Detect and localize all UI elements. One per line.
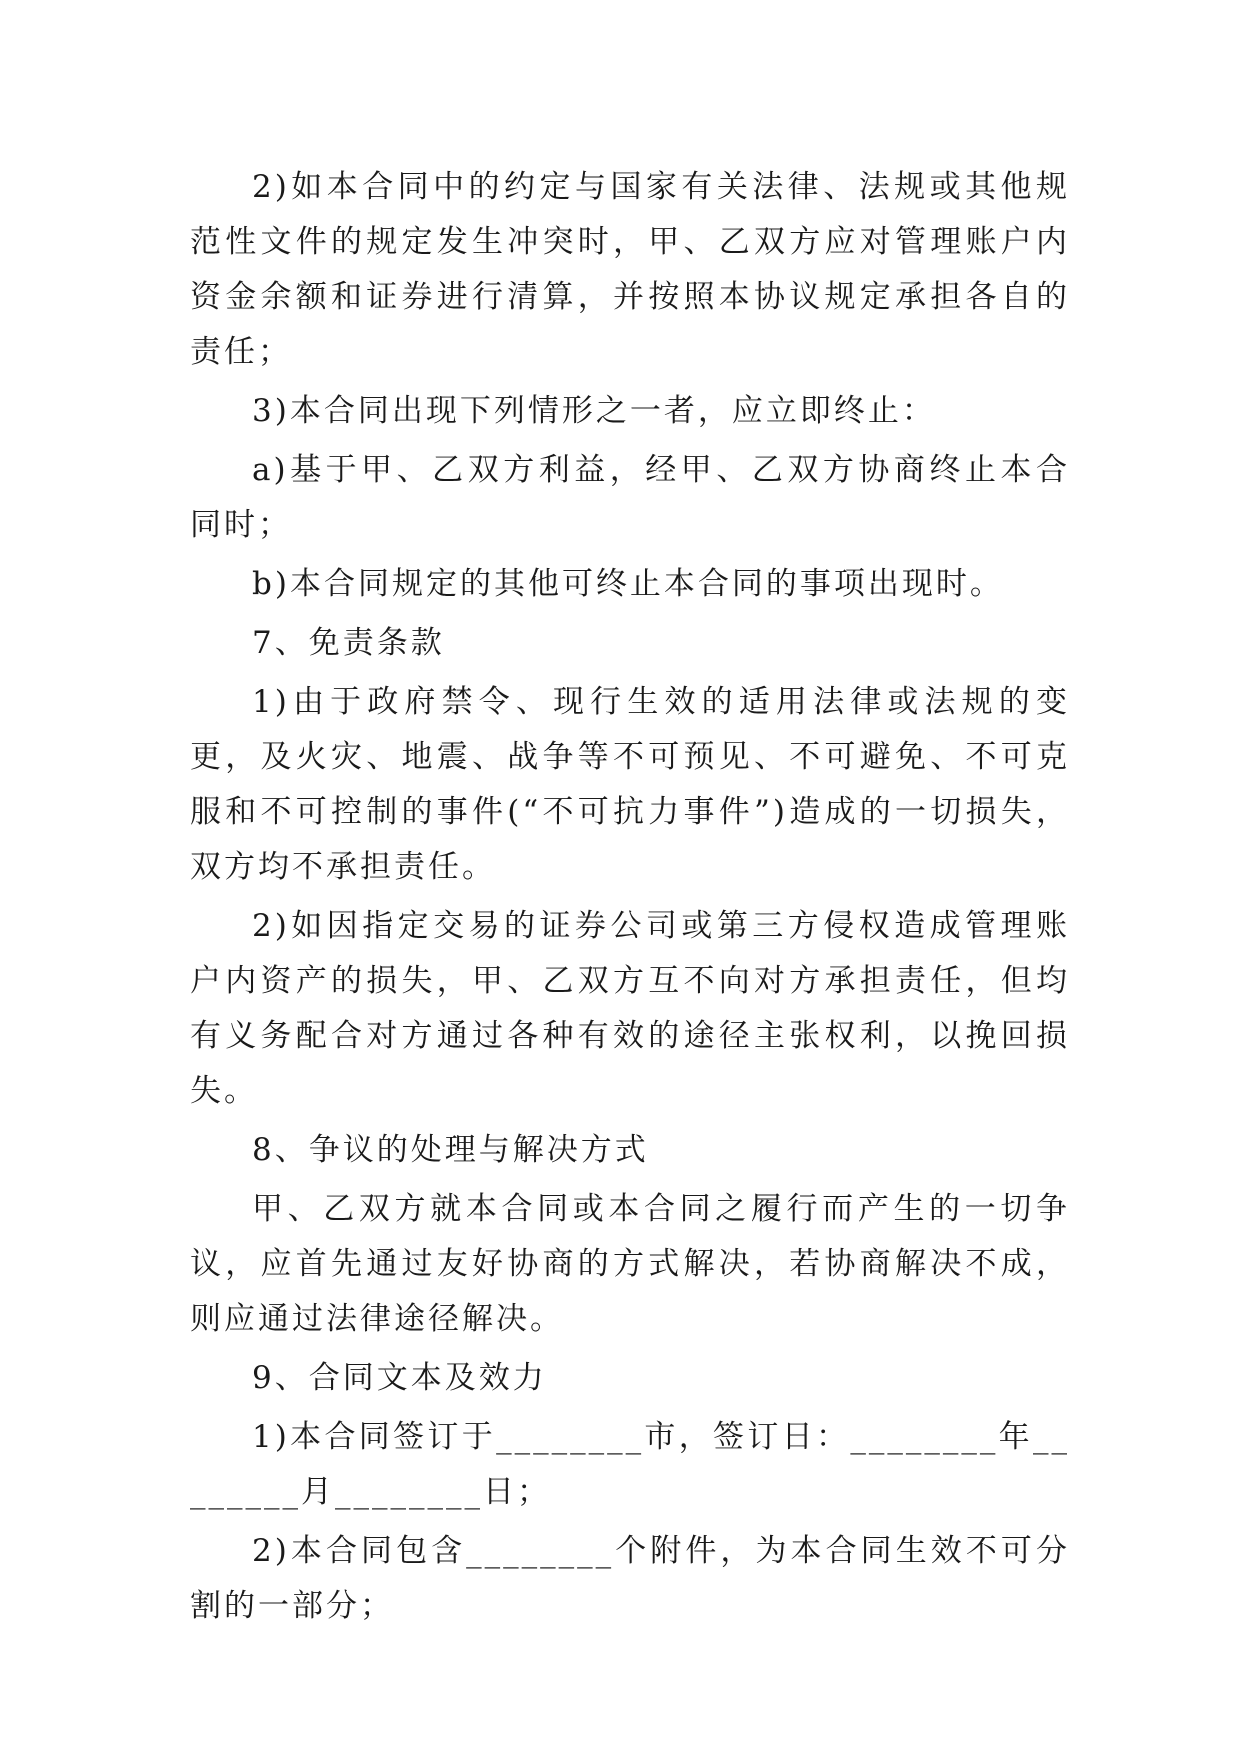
section-heading-7: 7、免责条款 bbox=[252, 625, 445, 661]
section-heading-9: 9、合同文本及效力 bbox=[252, 1360, 547, 1396]
paragraph-8: 甲、乙双方就本合同或本合同之履行而产生的一切争议，应首先通过友好协商的方式解决，若协商解决不成，则应通过法律途径解决。 bbox=[190, 1191, 1070, 1337]
paragraph-9-2: 2)本合同包含________个附件，为本合同生效不可分割的一部分； bbox=[190, 1533, 1070, 1624]
section-heading-8: 8、争议的处理与解决方式 bbox=[252, 1132, 649, 1168]
paragraph-7-2: 2)如因指定交易的证券公司或第三方侵权造成管理账户内资产的损失，甲、乙双方互不向对方承担责任，但均有义务配合对方通过各种有效的途径主张权利，以挽回损失。 bbox=[190, 908, 1070, 1109]
paragraph-9-1: 1)本合同签订于________市，签订日：________年________月________日； bbox=[190, 1419, 1070, 1510]
paragraph-clause-3: 3)本合同出现下列情形之一者，应立即终止： bbox=[252, 393, 936, 429]
document-page bbox=[190, 160, 1070, 1638]
paragraph-clause-3a: a)基于甲、乙双方利益，经甲、乙双方协商终止本合同时； bbox=[190, 452, 1070, 543]
paragraph-clause-2: 2)如本合同中的约定与国家有关法律、法规或其他规范性文件的规定发生冲突时，甲、乙双方应对管理账户内资金余额和证券进行清算，并按照本协议规定承担各自的责任； bbox=[190, 169, 1070, 370]
paragraph-7-1: 1)由于政府禁令、现行生效的适用法律或法规的变更，及火灾、地震、战争等不可预见、不可避免、不可克服和不可控制的事件(“不可抗力事件”)造成的一切损失，双方均不承担责任。 bbox=[190, 684, 1070, 885]
paragraph-clause-3b: b)本合同规定的其他可终止本合同的事项出现时。 bbox=[252, 566, 1004, 602]
